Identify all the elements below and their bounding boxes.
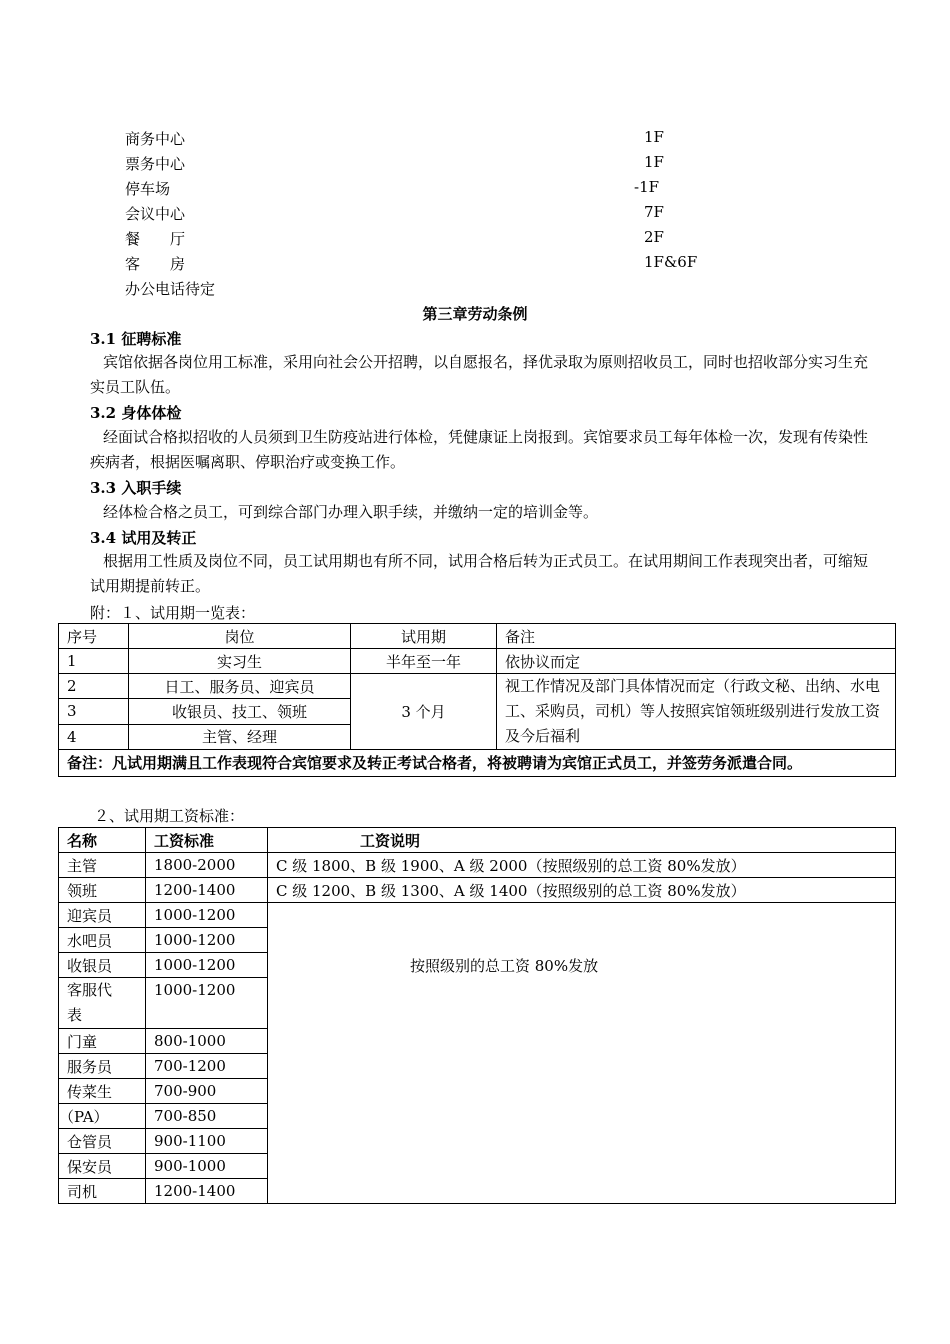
appendix-label: ２、试用期工资标准： <box>94 807 245 825</box>
cell-note: 视工作情况及部门具体情况而定（行政文秘、出纳、水电工、采购员，司机）等人按照宾馆领班级别进行发放工资及今后福利 <box>497 674 896 750</box>
cell-wage: 1200-1400 <box>146 878 268 903</box>
location-name: 会议中心 <box>125 205 186 223</box>
section-text: 经体检合格之员工，可到综合部门办理入职手续，并缴纳一定的培训金等。 <box>103 503 599 521</box>
cell-period: 半年至一年 <box>351 649 497 674</box>
cell-wage: 700-1200 <box>146 1054 268 1079</box>
location-name: 停车场 <box>125 180 171 198</box>
table-footer-note: 备注：凡试用期满且工作表现符合宾馆要求及转正考试合格者，将被聘请为宾馆正式员工，并签劳务派遣合同。 <box>59 750 896 777</box>
location-floor: 1F <box>644 153 664 171</box>
location-floor: 7F <box>644 203 664 221</box>
cell-wage: 700-850 <box>146 1104 268 1129</box>
cell-period: 3 个月 <box>351 674 497 750</box>
cell-wage: 1000-1200 <box>146 978 268 1029</box>
cell-desc: 按照级别的总工资 80%发放 <box>268 903 896 1204</box>
location-name: 票务中心 <box>125 155 186 173</box>
cell-no: 4 <box>59 724 129 749</box>
cell-wage: 1800-2000 <box>146 853 268 878</box>
header-cell: 备注 <box>497 624 896 649</box>
table-header-row <box>59 828 896 853</box>
section-title: 3.3 入职手续 <box>90 479 182 497</box>
cell-name: 仓管员 <box>59 1129 146 1154</box>
office-phone-note: 办公电话待定 <box>125 280 216 298</box>
cell-note: 依协议而定 <box>497 649 896 674</box>
header-cell: 岗位 <box>129 624 351 649</box>
table-row <box>59 674 896 699</box>
cell-no: 3 <box>59 699 129 724</box>
cell-name: 服务员 <box>59 1054 146 1079</box>
chapter-title: 第三章劳动条例 <box>422 305 528 323</box>
cell-wage: 900-1000 <box>146 1154 268 1179</box>
section-text: 根据用工性质及岗位不同，员工试用期也有所不同，试用合格后转为正式员工。在试用期间工作表现突出者，可缩短试用期提前转正。 <box>90 552 869 595</box>
cell-name: （PA） <box>59 1104 146 1129</box>
section-text: 经面试合格拟招收的人员须到卫生防疫站进行体检，凭健康证上岗报到。宾馆要求员工每年体检一次，发现有传染性疾病者，根据医嘱离职、停职治疗或变换工作。 <box>90 428 869 471</box>
cell-name: 传菜生 <box>59 1079 146 1104</box>
table-row <box>59 853 896 878</box>
cell-name: 水吧员 <box>59 928 146 953</box>
cell-name: 领班 <box>59 878 146 903</box>
cell-wage: 800-1000 <box>146 1029 268 1054</box>
cell-wage: 1200-1400 <box>146 1179 268 1204</box>
cell-name: 收银员 <box>59 953 146 978</box>
cell-no: 1 <box>59 649 129 674</box>
cell-post: 主管、经理 <box>129 724 351 749</box>
cell-desc: C 级 1200、B 级 1300、A 级 1400（按照级别的总工资 80%发放） <box>268 878 896 903</box>
cell-no: 2 <box>59 674 129 699</box>
location-name: 商务中心 <box>125 130 186 148</box>
location-floor: -1F <box>634 178 660 196</box>
location-floor: 1F&6F <box>644 253 698 271</box>
cell-name: 门童 <box>59 1029 146 1054</box>
table-row <box>59 878 896 903</box>
section-title: 3.2 身体体检 <box>90 404 182 422</box>
header-cell: 工资说明 <box>268 828 896 853</box>
cell-wage: 1000-1200 <box>146 903 268 928</box>
cell-wage: 900-1100 <box>146 1129 268 1154</box>
probation-table <box>58 623 896 777</box>
cell-name: 客服代表 <box>59 978 146 1029</box>
cell-wage: 1000-1200 <box>146 928 268 953</box>
header-cell: 试用期 <box>351 624 497 649</box>
cell-name: 主管 <box>59 853 146 878</box>
header-cell: 名称 <box>59 828 146 853</box>
cell-post: 实习生 <box>129 649 351 674</box>
section-title: 3.4 试用及转正 <box>90 529 197 547</box>
table-row <box>59 903 896 928</box>
wage-table <box>58 827 896 1204</box>
appendix-label: 附：１、试用期一览表： <box>90 604 256 622</box>
header-cell: 工资标准 <box>146 828 268 853</box>
location-floor: 2F <box>644 228 664 246</box>
cell-wage: 1000-1200 <box>146 953 268 978</box>
location-name: 餐 厅 <box>125 230 186 248</box>
header-cell: 序号 <box>59 624 129 649</box>
table-header-row <box>59 624 896 649</box>
cell-name: 司机 <box>59 1179 146 1204</box>
cell-post: 收银员、技工、领班 <box>129 699 351 724</box>
section-text: 宾馆依据各岗位用工标准，采用向社会公开招聘，以自愿报名，择优录取为原则招收员工，同时也招收部分实习生充实员工队伍。 <box>90 353 869 396</box>
cell-desc: C 级 1800、B 级 1900、A 级 2000（按照级别的总工资 80%发放） <box>268 853 896 878</box>
cell-name: 保安员 <box>59 1154 146 1179</box>
cell-wage: 700-900 <box>146 1079 268 1104</box>
location-floor: 1F <box>644 128 664 146</box>
section-title: 3.1 征聘标准 <box>90 330 182 348</box>
cell-name: 迎宾员 <box>59 903 146 928</box>
table-row <box>59 649 896 674</box>
cell-post: 日工、服务员、迎宾员 <box>129 674 351 699</box>
table-footer-row <box>59 750 896 777</box>
location-name: 客 房 <box>125 255 186 273</box>
